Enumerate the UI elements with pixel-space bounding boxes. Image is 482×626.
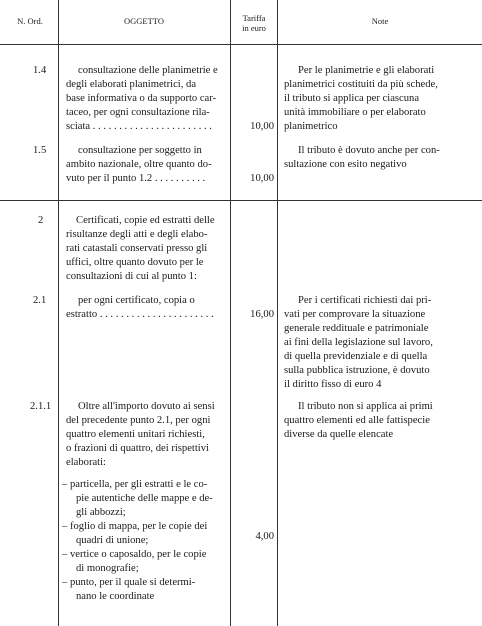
row-number: 1.5	[33, 145, 47, 156]
note-line: Per le planimetrie e gli elaborati	[298, 65, 435, 76]
object-line: vuto per il punto 1.2 . . . . . . . . . .	[66, 173, 206, 184]
row-number: 2.1.1	[30, 401, 52, 412]
object-line: consultazioni di cui al punto 1:	[66, 271, 197, 282]
object-line: elaborati:	[66, 457, 107, 468]
tariff-value: 4,00	[255, 531, 274, 542]
note-line: vati per comprovare la situazione	[284, 309, 426, 320]
object-line: base informativa o da supporto car-	[66, 93, 217, 104]
note-line: di quella previdenziale e di quella	[284, 351, 428, 362]
header-tariff-line2: in euro	[242, 23, 266, 33]
note-line: Il tributo è dovuto anche per con-	[298, 145, 440, 156]
object-line: rati catastali conservati presso gli	[66, 243, 208, 254]
sub-item-line: quadri di unione;	[76, 535, 149, 546]
object-line: ambito nazionale, oltre quanto do-	[66, 159, 212, 170]
column-rule	[58, 0, 59, 626]
object-line: del precedente punto 2.1, per ogni	[66, 415, 211, 426]
note-line: Il tributo non si applica ai primi	[298, 401, 433, 412]
note-line: planimetrico	[284, 121, 338, 132]
object-line: per ogni certificato, copia o	[78, 295, 195, 306]
header-num: N. Ord.	[17, 16, 43, 26]
row-number: 2	[38, 215, 44, 226]
sub-item-line: nano le coordinate	[76, 591, 155, 602]
object-line: uffici, oltre quanto dovuto per le	[66, 257, 204, 268]
note-line: generale reddituale e patrimoniale	[284, 323, 429, 334]
sub-item-line: – particella, per gli estratti e le co-	[62, 479, 208, 490]
object-line: sciata . . . . . . . . . . . . . . . . . . . . . . .	[66, 121, 212, 132]
sub-item-line: – vertice o caposaldo, per le copie	[62, 549, 207, 560]
header-rule	[0, 44, 482, 45]
section-rule	[0, 200, 482, 201]
sub-item-line: – punto, per il quale si determi-	[62, 577, 196, 588]
sub-item-line: di monografie;	[76, 563, 139, 574]
object-line: Oltre all'importo dovuto ai sensi	[78, 401, 215, 412]
header-notes: Note	[371, 16, 389, 26]
note-line: il tributo si applica per ciascuna	[284, 93, 420, 104]
sub-item-line: pie autentiche delle mappe e de-	[76, 493, 213, 504]
header-tariff-line1: Tariffa	[242, 13, 266, 23]
object-line: o frazioni di quattro, dei rispettivi	[66, 443, 209, 454]
object-line: Certificati, copie ed estratti delle	[76, 215, 215, 226]
object-line: taceo, per ogni consultazione rila-	[66, 107, 210, 118]
note-line: sulla pubblica istruzione, è dovuto	[284, 365, 430, 376]
row-number: 1.4	[33, 65, 47, 76]
note-line: il diritto fisso di euro 4	[284, 379, 382, 390]
object-line: quattro elementi unitari richiesti,	[66, 429, 205, 440]
object-line: degli elaborati planimetrici, da	[66, 79, 197, 90]
note-line: sultazione con esito negativo	[284, 159, 407, 170]
column-rule	[277, 0, 278, 626]
sub-item-line: gli abbozzi;	[76, 507, 126, 518]
tariff-value: 10,00	[250, 121, 274, 132]
header-object: OGGETTO	[124, 16, 164, 26]
object-line: risultanze degli atti e degli elabo-	[66, 229, 208, 240]
row-number: 2.1	[33, 295, 47, 306]
object-line: consultazione per soggetto in	[78, 145, 202, 156]
object-line: estratto . . . . . . . . . . . . . . . . . . . . . .	[66, 309, 214, 320]
object-line: consultazione delle planimetrie e	[78, 65, 218, 76]
note-line: planimetrici costituiti da più schede,	[284, 79, 438, 90]
column-rule	[230, 0, 231, 626]
sub-item-line: – foglio di mappa, per le copie dei	[62, 521, 208, 532]
note-line: quattro elementi ed alle fattispecie	[284, 415, 430, 426]
tariff-value: 16,00	[250, 309, 274, 320]
note-line: diverse da quelle elencate	[284, 429, 394, 440]
note-line: unità immobiliare o per elaborato	[284, 107, 426, 118]
note-line: ai fini della legislazione sul lavoro,	[284, 337, 433, 348]
note-line: Per i certificati richiesti dai pri-	[298, 295, 432, 306]
tariff-value: 10,00	[250, 173, 274, 184]
